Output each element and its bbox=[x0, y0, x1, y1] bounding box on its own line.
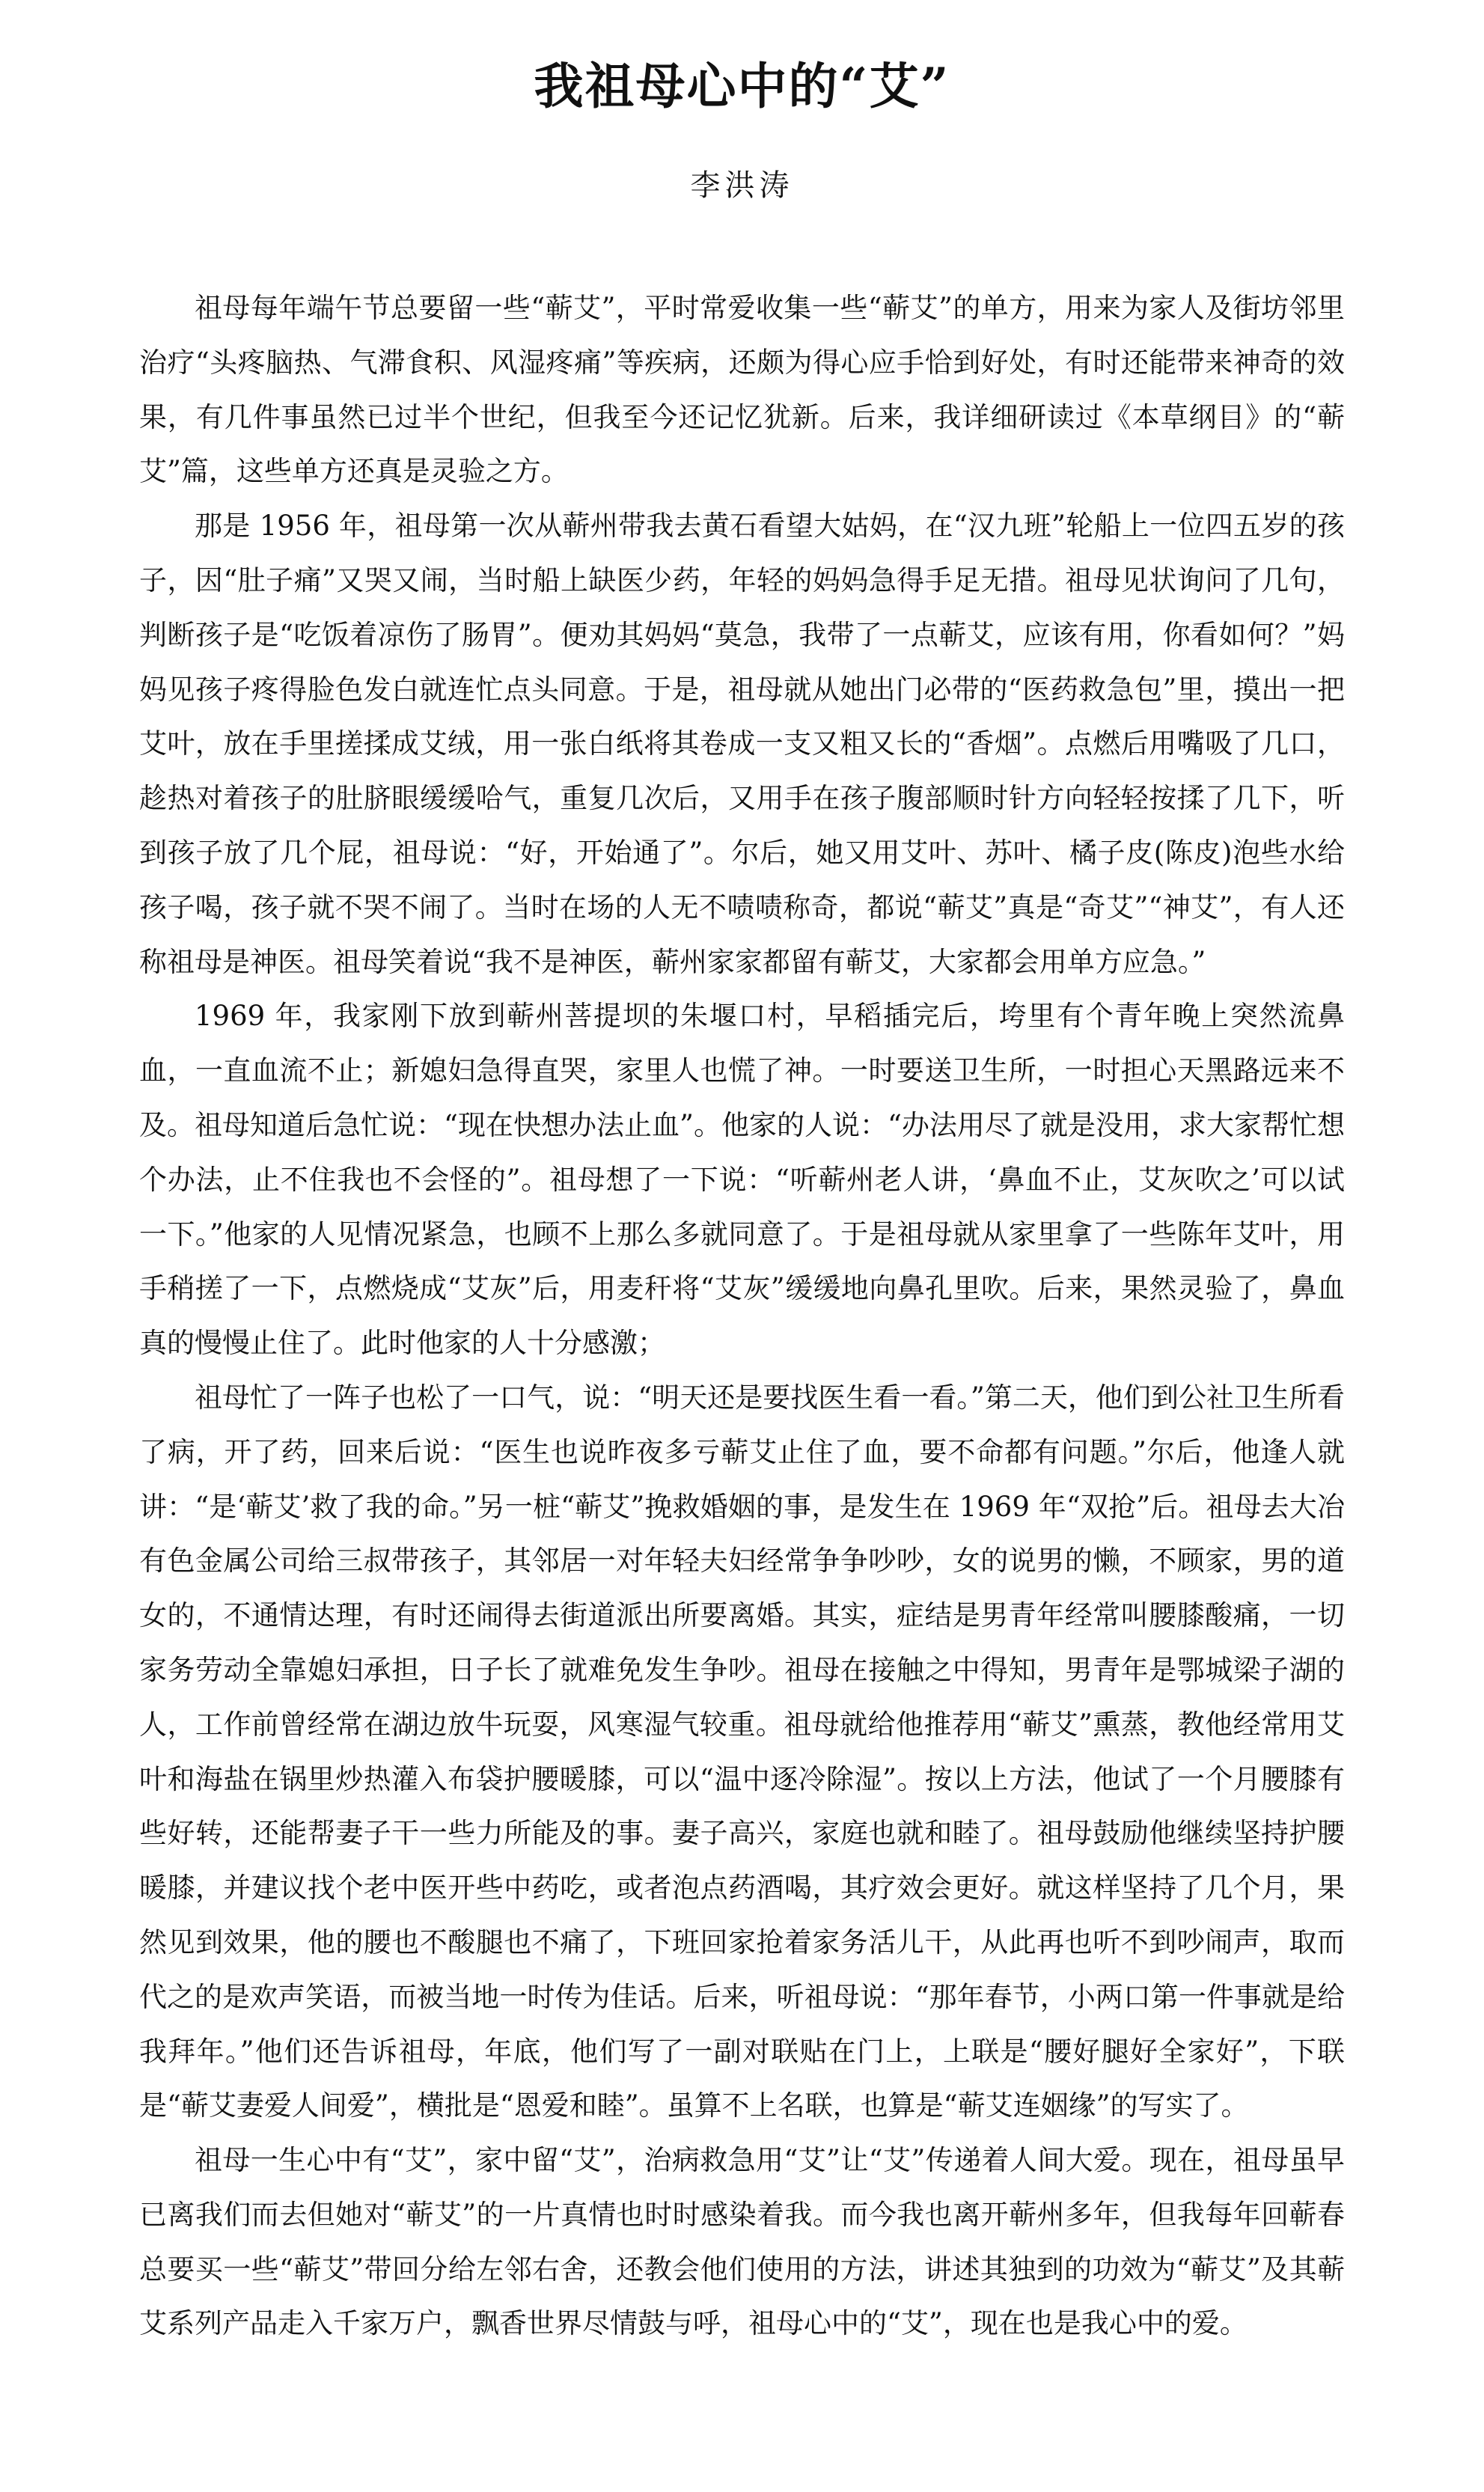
paragraph: 1969 年，我家刚下放到蕲州菩提坝的朱堰口村，早稻插完后，垮里有个青年晚上突然流鼻血，一直血流不止；新媳妇急得直哭，家里人也慌了神。一时要送卫生所，一时担心天黑路远来不及。祖母知道后急忙说：“现在快想办法止血”。他家的人说：“办法用尽了就是没用，求大家帮忙想个办法，止不住我也不会怪的”。祖母想了一下说：“听蕲州老人讲，‘鼻血不止，艾灰吹之’可以试一下。”他家的人见情况紧急，也顾不上那么多就同意了。于是祖母就从家里拿了一些陈年艾叶，用手稍搓了一下，点燃烧成“艾灰”后，用麦秆将“艾灰”缓缓地向鼻孔里吹。后来，果然灵验了，鼻血真的慢慢止住了。此时他家的人十分感激； bbox=[139, 1000, 1345, 1360]
paragraph: 那是 1956 年，祖母第一次从蕲州带我去黄石看望大姑妈，在“汉九班”轮船上一位四五岁的孩子，因“肚子痛”又哭又闹，当时船上缺医少药，年轻的妈妈急得手足无措。祖母见状询问了几句，判断孩子是“吃饭着凉伤了肠胃”。便劝其妈妈“莫急，我带了一点蕲艾，应该有用，你看如何？”妈妈见孩子疼得脸色发白就连忙点头同意。于是，祖母就从她出门必带的“医药救急包”里，摸出一把艾叶，放在手里搓揉成艾绒，用一张白纸将其卷成一支又粗又长的“香烟”。点燃后用嘴吸了几口，趁热对着孩子的肚脐眼缓缓哈气，重复几次后，又用手在孩子腹部顺时针方向轻轻按揉了几下，听到孩子放了几个屁，祖母说：“好，开始通了”。尔后，她又用艾叶、苏叶、橘子皮(陈皮)泡些水给孩子喝，孩子就不哭不闹了。当时在场的人无不啧啧称奇，都说“蕲艾”真是“奇艾”“神艾”，有人还称祖母是神医。祖母笑着说“我不是神医，蕲州家家都留有蕲艾，大家都会用单方应急。” bbox=[139, 510, 1345, 978]
article-body bbox=[139, 281, 1345, 2351]
paragraph: 祖母每年端午节总要留一些“蕲艾”，平时常爱收集一些“蕲艾”的单方，用来为家人及街坊邻里治疗“头疼脑热、气滞食积、风湿疼痛”等疾病，还颇为得心应手恰到好处，有时还能带来神奇的效果，有几件事虽然已过半个世纪，但我至今还记忆犹新。后来，我详细研读过《本草纲目》的“蕲艾”篇，这些单方还真是灵验之方。 bbox=[139, 292, 1345, 488]
paragraph: 祖母忙了一阵子也松了一口气，说：“明天还是要找医生看一看。”第二天，他们到公社卫生所看了病，开了药，回来后说：“医生也说昨夜多亏蕲艾止住了血，要不命都有问题。”尔后，他逢人就讲：“是‘蕲艾’救了我的命。”另一桩“蕲艾”挽救婚姻的事，是发生在 1969 年“双抢”后。祖母去大冶有色金属公司给三叔带孩子，其邻居一对年轻夫妇经常争争吵吵，女的说男的懒，不顾家，男的道女的，不通情达理，有时还闹得去街道派出所要离婚。其实，症结是男青年经常叫腰膝酸痛，一切家务劳动全靠媳妇承担，日子长了就难免发生争吵。祖母在接触之中得知，男青年是鄂城梁子湖的人，工作前曾经常在湖边放牛玩耍，风寒湿气较重。祖母就给他推荐用“蕲艾”熏蒸，教他经常用艾叶和海盐在锅里炒热灌入布袋护腰暖膝，可以“温中逐冷除湿”。按以上方法，他试了一个月腰膝有些好转，还能帮妻子干一些力所能及的事。妻子高兴，家庭也就和睦了。祖母鼓励他继续坚持护腰暖膝，并建议找个老中医开些中药吃，或者泡点药酒喝，其疗效会更好。就这样坚持了几个月，果然见到效果，他的腰也不酸腿也不痛了，下班回家抢着家务活儿干，从此再也听不到吵闹声，取而代之的是欢声笑语，而被当地一时传为佳话。后来，听祖母说：“那年春节，小两口第一件事就是给我拜年。”他们还告诉祖母，年底，他们写了一副对联贴在门上，上联是“腰好腿好全家好”，下联是“蕲艾妻爱人间爱”，横批是“恩爱和睦”。虽算不上名联，也算是“蕲艾连姻缘”的写实了。 bbox=[139, 1381, 1345, 2122]
paragraph: 祖母一生心中有“艾”，家中留“艾”，治病救急用“艾”让“艾”传递着人间大爱。现在，祖母虽早已离我们而去但她对“蕲艾”的一片真情也时时感染着我。而今我也离开蕲州多年，但我每年回蕲春总要买一些“蕲艾”带回分给左邻右舍，还教会他们使用的方法，讲述其独到的功效为“蕲艾”及其蕲艾系列产品走入千家万户，飘香世界尽情鼓与呼，祖母心中的“艾”，现在也是我心中的爱。 bbox=[139, 2144, 1345, 2340]
article-title: 我祖母心中的“艾” bbox=[534, 57, 950, 115]
article-author: 李洪涛 bbox=[690, 168, 794, 203]
